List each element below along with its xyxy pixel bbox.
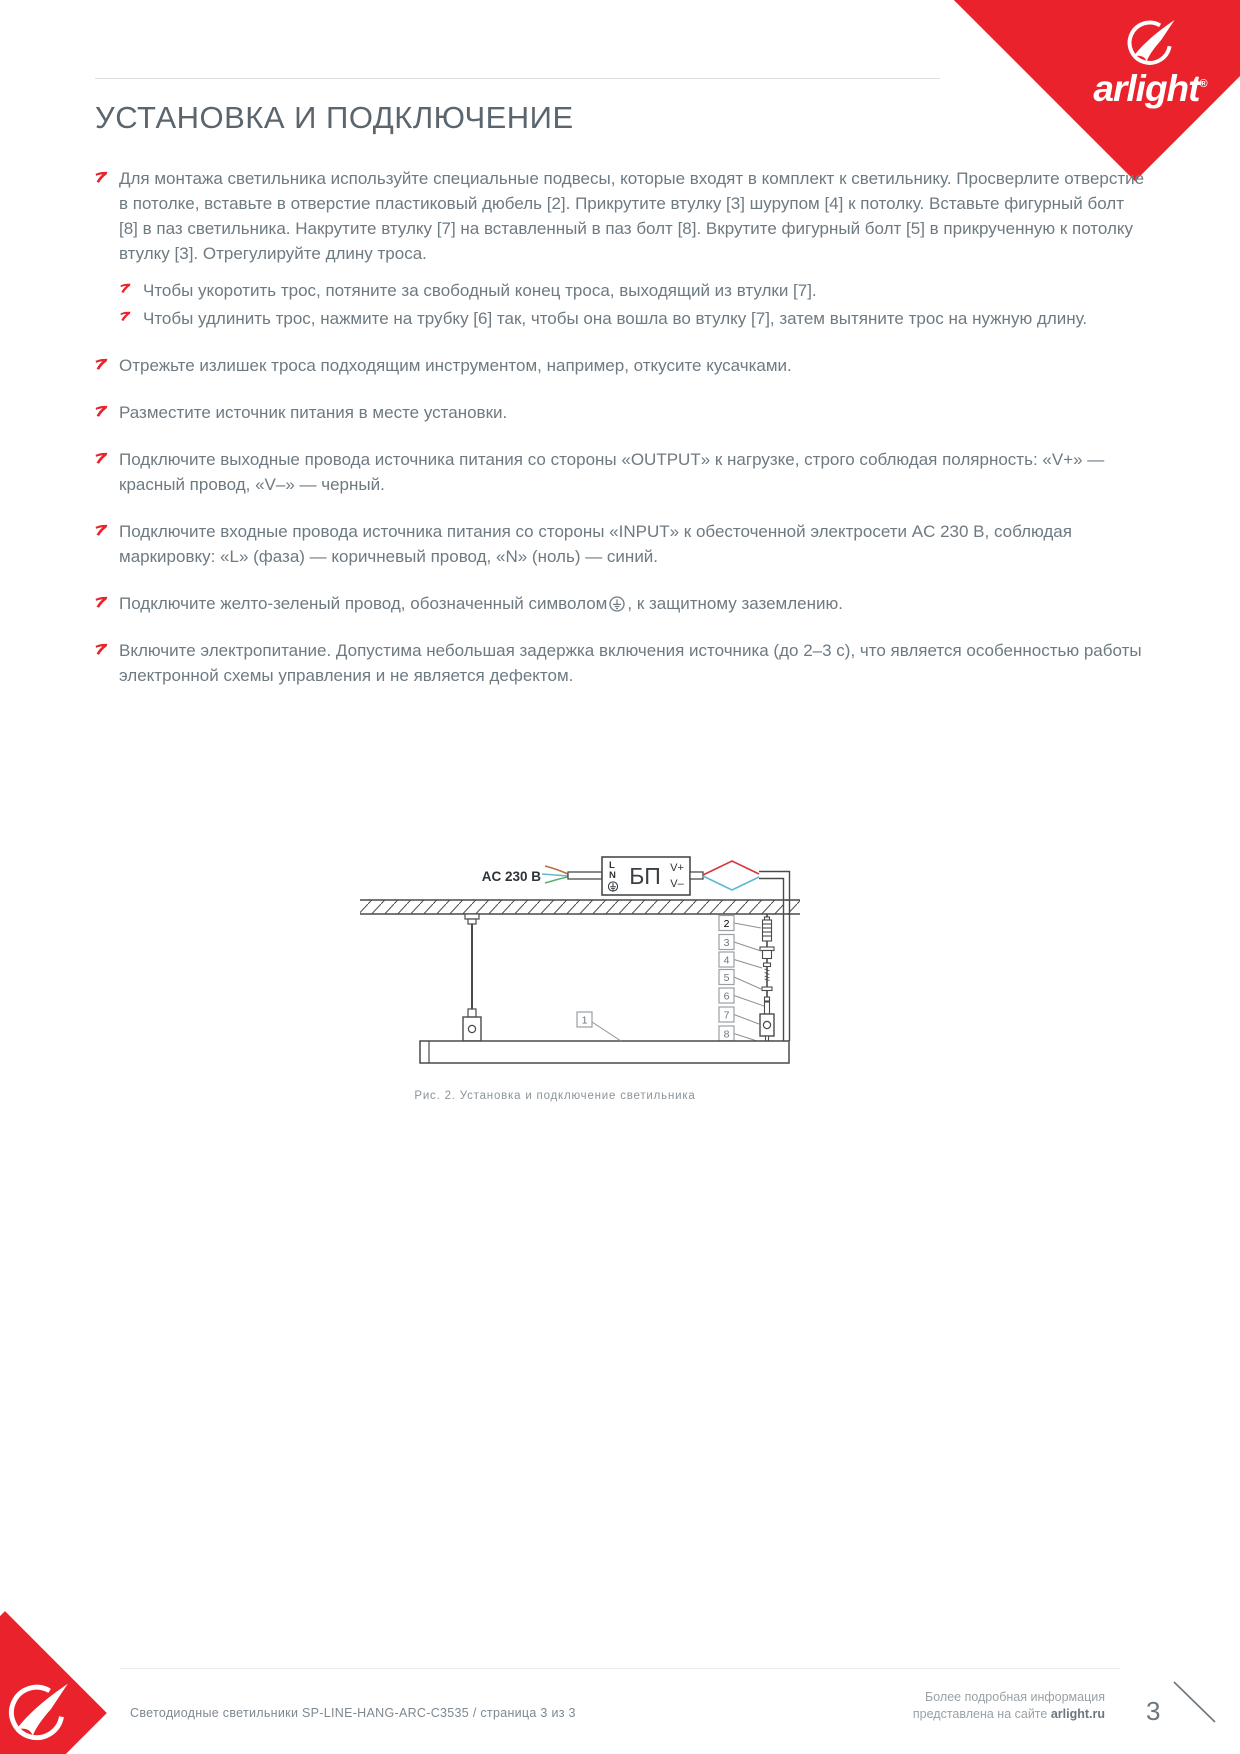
bullet-arrow-icon xyxy=(95,358,108,371)
part-bushing xyxy=(760,947,774,959)
installation-diagram xyxy=(355,750,815,1085)
footer-info-line1: Более подробная информация xyxy=(925,1690,1105,1704)
arlight-logo xyxy=(1060,12,1240,107)
header-divider xyxy=(95,78,940,79)
bullet-text: Разместите источник питания в месте установки. xyxy=(119,403,508,422)
callout-3: 3 xyxy=(723,937,730,949)
luminaire-bar xyxy=(420,1041,789,1063)
callout-6: 6 xyxy=(723,990,730,1003)
bullet-text: Подключите выходные провода источника питания со стороны «OUTPUT» к нагрузке, строго соблюдая полярность: «V+» — красный провод, «V–» — черный. xyxy=(119,450,1105,494)
output-cable-stub xyxy=(690,872,703,879)
bullet-arrow-icon xyxy=(119,311,132,322)
bullet-text: Подключите входные провода источника питания со стороны «INPUT» к обесточенной электросети AC 230 В, соблюдая маркировку: «L» (фаза) — коричневый провод, «N» (ноль) — синий. xyxy=(119,522,1072,566)
callout-5: 5 xyxy=(723,972,730,984)
part-screw xyxy=(764,963,771,981)
sub-bullet-text: Чтобы укоротить трос, потяните за свободный конец троса, выходящий из втулки [7]. xyxy=(143,281,817,300)
sub-bullet-item xyxy=(119,306,1145,331)
footer-right-text xyxy=(913,1689,1105,1723)
callout-boxes xyxy=(719,916,734,1042)
callout-2: 2 xyxy=(723,918,730,930)
footer-divider xyxy=(120,1668,1120,1669)
callout-1-leader xyxy=(592,1022,621,1041)
terminal-n-label: N xyxy=(609,870,616,881)
cable-gripper-right xyxy=(760,1014,774,1036)
footer-info-line2: представлена на сайте arlight.ru xyxy=(912,1707,1105,1721)
footer-slash-icon xyxy=(1172,1680,1218,1726)
bullet-item xyxy=(95,166,1145,266)
callout-7: 7 xyxy=(723,1009,730,1022)
bullet-text: Отрежьте излишек троса подходящим инструментом, например, откусите кусачками. xyxy=(119,356,792,375)
bullet-arrow-icon xyxy=(95,643,108,656)
ceiling-cable-gap xyxy=(784,901,789,913)
output-wire-negative xyxy=(703,876,759,890)
bullet-arrow-icon xyxy=(95,452,108,465)
callout-8: 8 xyxy=(723,1028,730,1041)
input-cable xyxy=(568,872,602,879)
sub-bullet-item xyxy=(119,278,1145,303)
bullet-arrow-icon xyxy=(95,596,108,609)
page-number: 3 xyxy=(1146,1696,1161,1726)
vminus-label: V– xyxy=(670,878,684,890)
cable-gripper-left xyxy=(463,1017,481,1041)
registered-mark: ® xyxy=(1199,78,1207,90)
terminal-l-label: L xyxy=(609,860,615,871)
main-content xyxy=(95,100,1145,710)
arlight-swoosh-icon-bottom xyxy=(2,1674,72,1744)
page-title: УСТАНОВКА И ПОДКЛЮЧЕНИЕ xyxy=(95,100,574,135)
bullet-arrow-icon xyxy=(95,405,108,418)
installation-figure xyxy=(355,750,815,1090)
wire-ground xyxy=(545,877,568,883)
power-input-label: AC 230 В xyxy=(481,869,541,884)
bullet-arrow-icon xyxy=(95,171,108,184)
psu-box xyxy=(602,857,690,895)
callout-1: 1 xyxy=(581,1014,588,1027)
wire-live xyxy=(545,866,568,874)
arlight-logo-text: arlight® xyxy=(1093,68,1207,109)
sub-bullet-group xyxy=(119,278,1145,331)
ceiling xyxy=(360,900,800,914)
bullet-item xyxy=(95,353,1145,378)
callout-4: 4 xyxy=(723,954,730,967)
bullet-text: Для монтажа светильника используйте специальные подвесы, которые входят в комплект к светильнику. Просверлите отверстие в потолке, вставьте в отверстие пластиковый дюбель [2]. Прикрутите втулку [3] шурупом [4] к потолку. Вставьте фигурный болт [8] в паз светильника. Накрутите втулку [7] на вставленный в паз болт [8]. Вкрутите фигурный болт [5] в прикрученную к потолку втулку [3]. Отрегулируйте длину троса. xyxy=(119,169,1145,263)
psu-label: БП xyxy=(629,863,661,889)
part-figured-bolt xyxy=(762,987,772,1001)
bullet-item xyxy=(95,519,1145,569)
bullet-item xyxy=(95,400,1145,425)
bullet-arrow-icon xyxy=(119,283,132,294)
part-tube xyxy=(765,1002,770,1014)
bullet-item xyxy=(95,447,1145,497)
figure-caption: Рис. 2. Установка и подключение светильника xyxy=(414,1090,696,1102)
footer-left-text: Светодиодные светильники SP-LINE-HANG-ARC-C3535 / страница 3 из 3 xyxy=(130,1706,576,1720)
sub-bullet-text: Чтобы удлинить трос, нажмите на трубку [6] так, чтобы она вошла во втулку [7], затем вытяните трос на нужную длину. xyxy=(143,309,1088,328)
output-wire-positive xyxy=(703,861,759,875)
footer-site-text: arlight.ru xyxy=(1050,1707,1105,1721)
arlight-swoosh-icon xyxy=(1117,12,1183,68)
wire-neutral xyxy=(542,874,568,876)
input-wires xyxy=(542,866,568,883)
bullet-arrow-icon xyxy=(95,524,108,537)
bullet-text: Включите электропитание. Допустима небольшая задержка включения источника (до 2–3 с), что является особенностью работы электронной схемы управления и не является дефектом. xyxy=(119,641,1142,685)
suspension-left xyxy=(463,914,481,1041)
bullet-text: Подключите желто-зеленый провод, обозначенный символом , к защитному заземлению. xyxy=(119,594,843,613)
part-dowel xyxy=(763,917,772,941)
ground-symbol-icon xyxy=(609,596,625,612)
bullet-item xyxy=(95,638,1145,688)
vplus-label: V+ xyxy=(670,862,684,874)
bullet-item-grounding xyxy=(95,591,1145,616)
